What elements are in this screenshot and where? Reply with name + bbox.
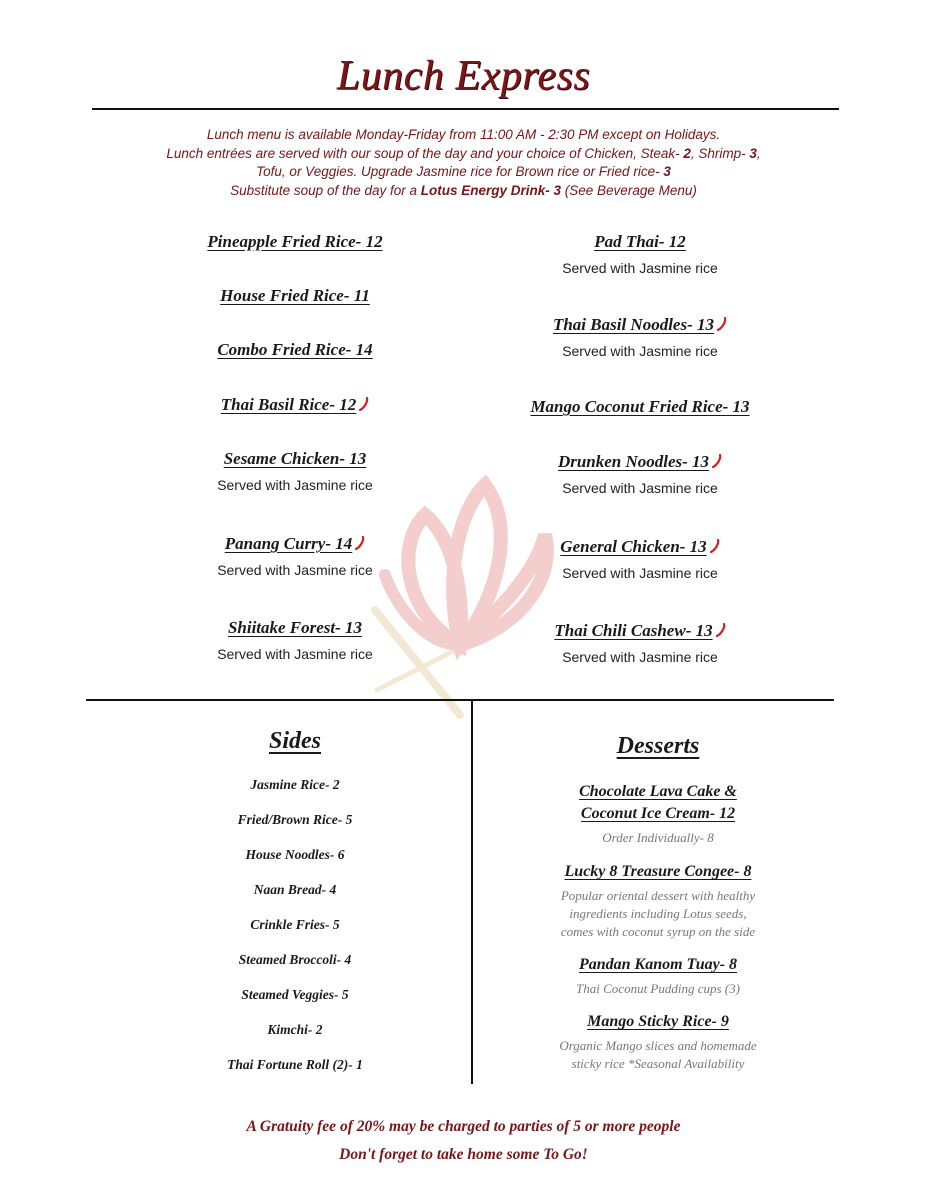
menu-item-note: Served with Jasmine rice <box>562 565 718 581</box>
menu-item-name: House Fried Rice- 11 <box>220 286 370 305</box>
page-title: Lunch Express <box>336 53 591 99</box>
side-item: Jasmine Rice- 2 <box>250 777 340 792</box>
dessert-description: Organic Mango slices and homemade <box>559 1038 757 1053</box>
gratuity-note: A Gratuity fee of 20% may be charged to parties of 5 or more people <box>246 1118 681 1135</box>
menu-item-name: Sesame Chicken- 13 <box>223 449 367 468</box>
dessert-description: ingredients including Lotus seeds, <box>569 906 747 921</box>
section-divider <box>86 699 834 701</box>
dessert-name: Lucky 8 Treasure Congee- 8 <box>564 863 752 880</box>
side-item: Steamed Veggies- 5 <box>241 987 349 1002</box>
sides-title: Sides <box>268 728 321 754</box>
dessert-item <box>508 861 808 941</box>
to-go-note: Don't forget to take home some To Go! <box>339 1146 588 1163</box>
lotus-logo-icon <box>365 475 565 725</box>
menu-item <box>150 449 440 493</box>
menu-item <box>150 340 440 360</box>
menu-item <box>490 621 790 665</box>
dessert-item <box>508 1011 808 1073</box>
menu-item-note: Served with Jasmine rice <box>217 562 373 578</box>
chili-pepper-icon <box>359 397 369 411</box>
menu-item <box>490 315 790 359</box>
chili-pepper-icon <box>355 536 365 550</box>
menu-item <box>490 537 790 581</box>
menu-item-name: General Chicken- 13 <box>560 537 707 556</box>
intro-line-2: Lunch entrées are served with our soup of the day and your choice of Chicken, Steak- 2, Shrimp- 3, <box>166 145 761 161</box>
dessert-description: comes with coconut syrup on the side <box>560 924 756 939</box>
menu-item-name: Thai Chili Cashew- 13 <box>554 621 713 640</box>
column-divider <box>471 701 473 1084</box>
menu-item-note: Served with Jasmine rice <box>217 477 373 493</box>
dessert-name: Chocolate Lava Cake & <box>579 783 737 800</box>
menu-item <box>150 395 440 415</box>
menu-item <box>150 286 440 306</box>
menu-item-name: Mango Coconut Fried Rice- 13 <box>530 397 750 416</box>
side-item: Crinkle Fries- 5 <box>250 917 340 932</box>
title-divider <box>92 108 839 110</box>
dessert-description: sticky rice *Seasonal Availability <box>571 1056 745 1071</box>
menu-item-name: Thai Basil Rice- 12 <box>220 395 357 414</box>
desserts-section <box>508 733 808 760</box>
menu-item-note: Served with Jasmine rice <box>562 260 718 276</box>
menu-item <box>150 534 440 578</box>
side-item: Steamed Broccoli- 4 <box>238 952 352 967</box>
menu-item-name: Pineapple Fried Rice- 12 <box>207 232 383 251</box>
side-item: Kimchi- 2 <box>267 1022 323 1037</box>
side-item: House Noodles- 6 <box>245 847 345 862</box>
menu-item-note: Served with Jasmine rice <box>562 649 718 665</box>
menu-item-name: Combo Fried Rice- 14 <box>217 340 373 359</box>
menu-item-name: Thai Basil Noodles- 13 <box>552 315 715 334</box>
menu-item <box>150 232 440 252</box>
dessert-description: Order Individually- 8 <box>602 830 714 845</box>
dessert-name: Mango Sticky Rice- 9 <box>587 1013 729 1030</box>
intro-line-4: Substitute soup of the day for a Lotus Energy Drink- 3 (See Beverage Menu) <box>230 182 697 198</box>
menu-item <box>490 397 790 417</box>
dessert-description: Popular oriental dessert with healthy <box>560 888 756 903</box>
dessert-item <box>508 781 808 847</box>
menu-item-name: Pad Thai- 12 <box>594 232 686 251</box>
dessert-name: Pandan Kanom Tuay- 8 <box>578 956 738 973</box>
menu-item-name: Drunken Noodles- 13 <box>557 452 710 471</box>
menu-item <box>150 618 440 662</box>
menu-item-name: Panang Curry- 14 <box>224 534 353 553</box>
chili-pepper-icon <box>716 623 726 637</box>
chili-pepper-icon <box>710 539 720 553</box>
menu-item <box>490 452 790 496</box>
side-item: Thai Fortune Roll (2)- 1 <box>227 1057 363 1072</box>
menu-item-name: Shiitake Forest- 13 <box>227 618 363 637</box>
intro-line-3: Tofu, or Veggies. Upgrade Jasmine rice for Brown rice or Fried rice- 3 <box>256 164 671 179</box>
chili-pepper-icon <box>717 317 727 331</box>
dessert-item <box>508 954 808 998</box>
dessert-description: Thai Coconut Pudding cups (3) <box>576 981 740 996</box>
side-item: Naan Bread- 4 <box>253 882 337 897</box>
intro-line-1: Lunch menu is available Monday-Friday from 11:00 AM - 2:30 PM except on Holidays. <box>206 127 721 142</box>
menu-item-note: Served with Jasmine rice <box>217 646 373 662</box>
side-item: Fried/Brown Rice- 5 <box>237 812 353 827</box>
sides-section <box>150 728 440 755</box>
menu-item-note: Served with Jasmine rice <box>562 343 718 359</box>
menu-item <box>490 232 790 276</box>
desserts-title: Desserts <box>616 733 700 759</box>
dessert-name: Coconut Ice Cream- 12 <box>580 805 736 822</box>
menu-item-note: Served with Jasmine rice <box>562 480 718 496</box>
intro-text <box>0 126 927 200</box>
chili-pepper-icon <box>712 454 722 468</box>
